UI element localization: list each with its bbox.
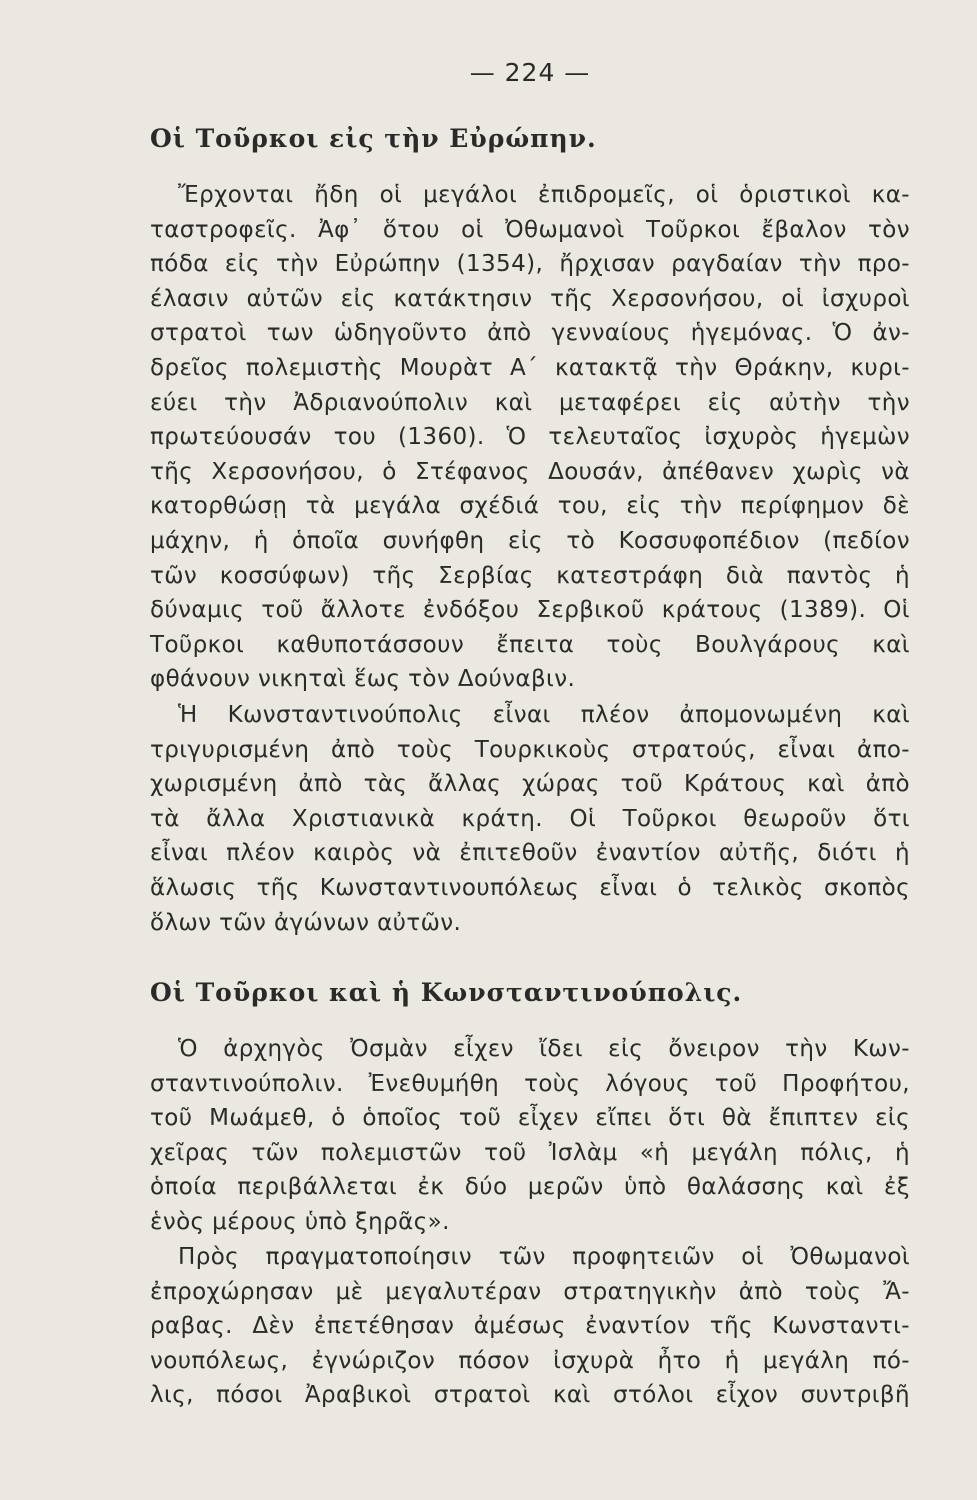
text-line: εύει τὴν Ἀδριανούπολιν καὶ μεταφέρει εἰς αὐτὴν τὴν — [150, 389, 910, 416]
text-line: ἅλωσις τῆς Κωνσταντινουπόλεως εἶναι ὁ τελικὸς σκοπὸς — [150, 874, 910, 901]
text-line: στρατοὶ των ὡδηγοῦντο ἀπὸ γενναίους ἡγεμόνας. Ὁ ἀν- — [150, 320, 910, 347]
text-line: Πρὸς πραγματοποίησιν τῶν προφητειῶν οἱ Ὀθωμανοὶ — [178, 1244, 910, 1270]
page-number: — 224 — — [469, 58, 591, 87]
text-line: σταντινούπολιν. Ἐνεθυμήθη τοὺς λόγους τοῦ Προφήτου, — [150, 1070, 910, 1097]
paragraph-ottoman-strategy — [150, 1240, 910, 1413]
text-line: Ὁ ἀρχηγὸς Ὀσμὰν εἶχεν ἴδει εἰς ὄνειρον τὴν Κων- — [178, 1036, 910, 1062]
text-line: ὁποία περιβάλλεται ἐκ δύο μερῶν ὑπὸ θαλάσσης καὶ ἐξ — [150, 1174, 910, 1201]
section-heading-turks-in-europe: Οἱ Τοῦρκοι εἰς τὴν Εὐρώπην. — [150, 124, 597, 153]
text-line: πρωτεύουσάν του (1360). Ὁ τελευταῖος ἰσχυρὸς ἡγεμὼν — [150, 424, 910, 451]
text-line: φθάνουν νικηταὶ ἕως τὸν Δούναβιν. — [150, 666, 576, 693]
text-line: τῆς Χερσονήσου, ὁ Στέφανος Δουσάν, ἀπέθανεν χωρὶς νὰ — [150, 458, 910, 485]
text-line: εἶναι πλέον καιρὸς νὰ ἐπιτεθοῦν ἐναντίον αὐτῆς, διότι ἡ — [150, 840, 910, 867]
text-line: μάχην, ἡ ὁποῖα συνήφθη εἰς τὸ Κοσσυφοπέδιον (πεδίον — [150, 527, 910, 554]
text-line: τὰ ἄλλα Χριστιανικὰ κράτη. Οἱ Τοῦρκοι θεωροῦν ὅτι — [150, 805, 910, 832]
text-line: ἐπροχώρησαν μὲ μεγαλυτέραν στρατηγικὴν ἀπὸ τοὺς Ἄ- — [150, 1278, 910, 1305]
text-line: δρεῖος πολεμιστὴς Μουρὰτ Α΄ κατακτᾷ τὴν Θράκην, κυρι- — [150, 354, 910, 381]
text-line: κατορθώσῃ τὰ μεγάλα σχέδιά του, εἰς τὴν περίφημον δὲ — [150, 493, 910, 520]
text-line: έλασιν αὐτῶν εἰς κατάκτησιν τῆς Χερσονήσου, οἱ ἰσχυροὶ — [150, 285, 910, 312]
text-line: τῶν κοσσύφων) τῆς Σερβίας κατεστράφη διὰ παντὸς ἡ — [150, 562, 910, 589]
text-line: πόδα εἰς τὴν Εὐρώπην (1354), ἤρχισαν ραγδαίαν τὴν προ- — [150, 251, 910, 278]
text-line: ὅλων τῶν ἀγώνων αὐτῶν. — [150, 909, 462, 936]
text-line: χωρισμένη ἀπὸ τὰς ἄλλας χώρας τοῦ Κράτους καὶ ἀπὸ — [150, 771, 910, 798]
text-line: ἑνὸς μέρους ὑπὸ ξηρᾶς». — [150, 1208, 450, 1235]
text-line: τριγυρισμένη ἀπὸ τοὺς Τουρκικοὺς στρατούς, εἶναι ἀπο- — [150, 736, 910, 763]
text-line: ραβας. Δὲν ἐπετέθησαν ἀμέσως ἐναντίον τῆς Κωνσταντι- — [150, 1313, 910, 1340]
text-line: νουπόλεως, ἐγνώριζον πόσον ἰσχυρὰ ἦτο ἡ μεγάλη πό- — [150, 1347, 910, 1374]
paragraph-invasion — [150, 178, 910, 697]
text-line: Ἡ Κωνσταντινούπολις εἶναι πλέον ἀπομονωμένη καὶ — [178, 702, 910, 728]
text-line: Ἔρχονται ἤδη οἱ μεγάλοι ἐπιδρομεῖς, οἱ ὁριστικοὶ κα- — [178, 182, 910, 208]
text-line: Τοῦρκοι καθυποτάσσουν ἔπειτα τοὺς Βουλγάρους καὶ — [150, 631, 910, 658]
paragraph-isolation — [150, 698, 910, 940]
text-line: λις, πόσοι Ἀραβικοὶ στρατοὶ καὶ στόλοι εἶχον συντριβῆ — [150, 1382, 910, 1409]
text-line: τοῦ Μωάμεθ, ὁ ὁποῖος τοῦ εἶχεν εἴπει ὅτι θὰ ἔπιπτεν εἰς — [150, 1105, 910, 1132]
text-line: δύναμις τοῦ ἄλλοτε ἐνδόξου Σερβικοῦ κράτους (1389). Οἱ — [150, 597, 910, 624]
section-heading-turks-and-constantinople: Οἱ Τοῦρκοι καὶ ἡ Κωνσταντινούπολις. — [150, 978, 743, 1007]
text-line: χεῖρας τῶν πολεμιστῶν τοῦ Ἰσλὰμ «ἡ μεγάλη πόλις, ἡ — [150, 1139, 910, 1166]
paragraph-osman-dream — [150, 1032, 910, 1240]
text-line: ταστροφεῖς. Ἀφ᾽ ὅτου οἱ Ὀθωμανοὶ Τοῦρκοι ἔβαλον τὸν — [150, 216, 910, 243]
